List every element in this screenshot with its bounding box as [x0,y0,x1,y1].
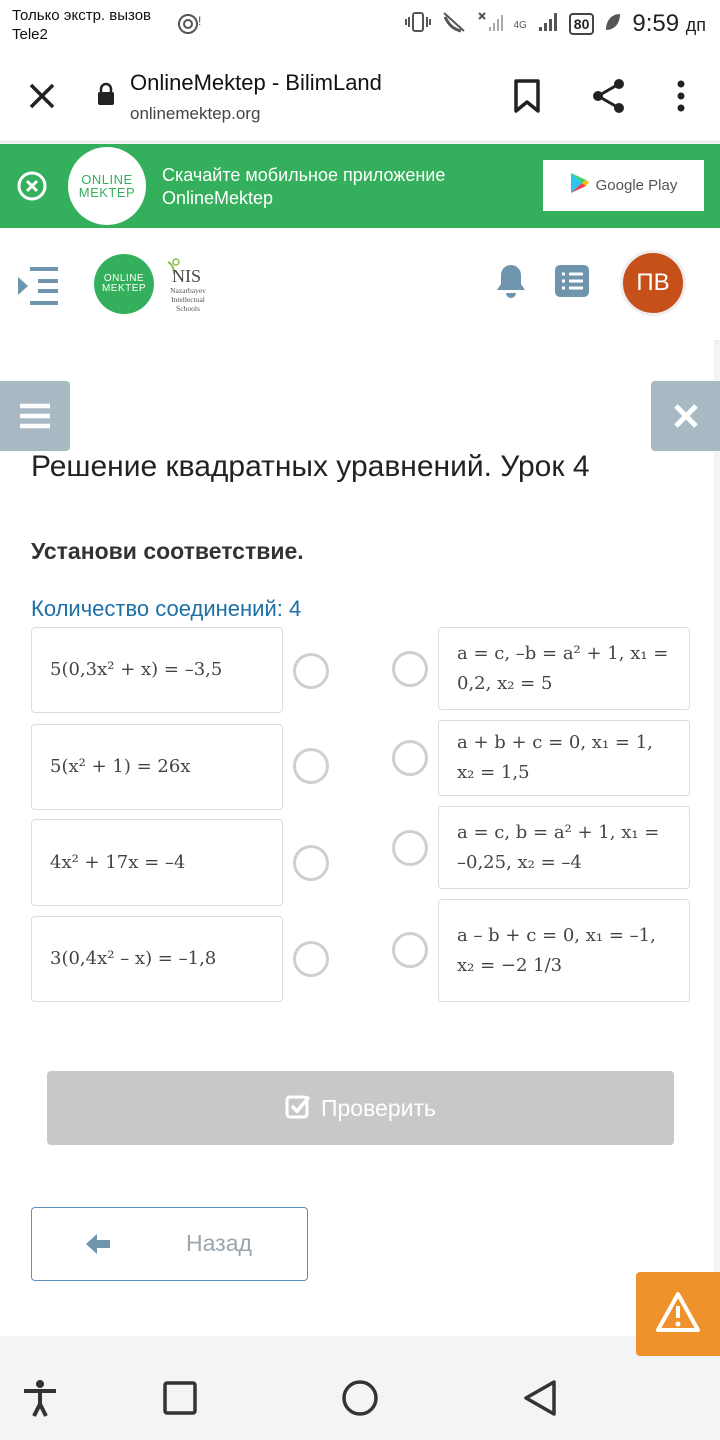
signal-icon [537,11,559,38]
carrier-info [12,6,151,44]
app-promo-banner [0,144,720,228]
bell-icon[interactable] [494,262,528,300]
status-bar [0,0,720,50]
logo-line-2: MEKTEP [78,185,136,200]
network-type: 4G [513,20,527,31]
partner-subtitle: Nazarbayev Intellectual Schools [170,286,206,313]
left-item-text: 4x² + 17x = –4 [50,851,186,873]
check-button[interactable] [47,1071,674,1145]
right-item-text: a = c, b = a² + 1, x₁ = –0,25, x₂ = –4 [457,821,660,873]
site-logo-line-2: MEKTEP [101,283,147,294]
promo-close-icon[interactable] [16,170,48,202]
warning-icon [655,1291,701,1338]
home-square-icon[interactable] [160,1378,200,1418]
battery-indicator: 80 [569,13,595,35]
svg-text:!: ! [198,14,202,28]
more-vert-icon[interactable] [671,78,691,114]
promo-line-2: OnlineMektep [162,188,274,208]
left-item-4[interactable] [31,916,283,1002]
leaf-icon [604,12,622,37]
task-title: Установи соответствие. [31,538,304,564]
left-connector-2[interactable] [293,748,329,784]
share-icon[interactable] [590,77,628,115]
partner-name: NIS [172,266,202,286]
logo-line-1: ONLINE [81,172,133,187]
vibrate-icon [405,11,431,38]
right-connector-2[interactable] [392,740,428,776]
right-connector-3[interactable] [392,830,428,866]
onlinemektep-logo [68,147,146,225]
check-button-label: Проверить [320,1094,437,1121]
bookmark-icon[interactable] [512,78,542,114]
google-play-button[interactable] [543,160,704,211]
lock-icon [96,82,116,106]
accessibility-icon[interactable] [20,1378,60,1418]
google-play-label: Google Play [595,177,678,194]
circle-icon[interactable] [340,1378,380,1418]
right-connector-4[interactable] [392,932,428,968]
left-item-text: 3(0,4x² – x) = –1,8 [50,948,217,969]
page-url[interactable]: onlinemektep.org [130,104,261,123]
clock-time: 9:59 [632,10,680,37]
right-item-3[interactable] [438,806,690,889]
close-x-icon[interactable] [651,381,720,451]
signal-off-icon [477,11,503,38]
browser-toolbar [0,50,720,142]
connections-count: Количество соединений: 4 [31,596,302,621]
right-item-4[interactable] [438,899,690,1002]
site-logo-line-1: ONLINE [103,273,145,284]
back-triangle-icon[interactable] [520,1378,560,1418]
page-title: OnlineMektep - BilimLand [130,70,382,95]
site-header [0,228,720,340]
avatar[interactable]: ПВ [620,250,686,316]
emergency-only-text: Только экстр. вызов [12,7,152,24]
right-item-text: a = c, –b = a² + 1, x₁ = 0,2, x₂ = 5 [457,642,669,694]
sidebar-toggle-icon[interactable] [16,266,60,306]
left-connector-3[interactable] [293,845,329,881]
arrow-left-icon [84,1230,112,1258]
report-problem-button[interactable] [636,1272,720,1356]
right-item-text: a – b + c = 0, x₁ = –1, x₂ = −2 1/3 [457,924,656,976]
left-connector-1[interactable] [293,653,329,689]
site-logo[interactable] [94,254,154,314]
carrier-name: Tele2 [12,26,48,43]
promo-text [162,164,445,210]
clock-suffix: дп [685,15,706,35]
right-item-text: a + b + c = 0, x₁ = 1, x₂ = 1,5 [457,732,653,783]
google-play-icon [570,172,590,199]
right-item-1[interactable] [438,627,690,710]
clock [632,10,706,38]
back-button-label: Назад [186,1230,252,1256]
right-connector-1[interactable] [392,651,428,687]
left-item-text: 5(x² + 1) = 26x [50,756,191,777]
right-item-2[interactable] [438,720,690,796]
close-icon[interactable] [26,80,58,112]
hotspot-icon [176,12,204,41]
hamburger-icon[interactable] [0,381,70,451]
left-connector-4[interactable] [293,941,329,977]
android-nav-bar [0,1356,720,1440]
lesson-title: Решение квадратных уравнений. Урок 4 [31,450,590,483]
list-icon[interactable] [554,264,590,298]
call-off-icon [441,11,467,38]
left-item-3[interactable] [31,819,283,906]
left-item-1[interactable] [31,627,283,713]
left-item-text: 5(0,3x² + x) = –3,5 [50,659,223,680]
left-item-2[interactable] [31,724,283,810]
promo-line-1: Скачайте мобильное приложение [162,165,446,185]
checkbox-icon [285,1093,311,1124]
back-button[interactable] [31,1207,308,1281]
